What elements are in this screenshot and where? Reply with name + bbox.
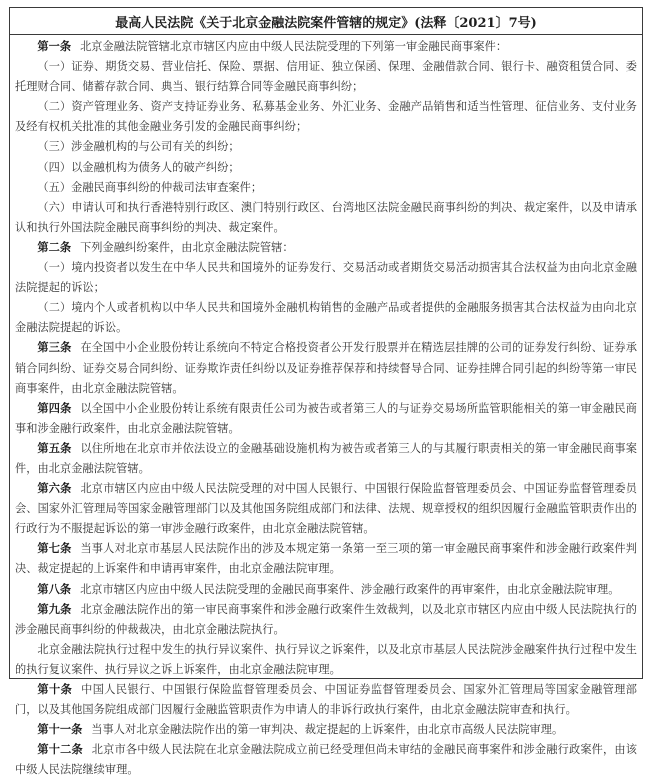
article-label: 第一条 [37,40,72,53]
article-text: 北京市辖区内应由中级人民法院受理的金融民商事案件、涉金融行政案件的再审案件，由北京金融法院审理。 [80,582,620,596]
article-text: 中国人民银行、中国银行保险监督管理委员会、中国证券监督管理委员会、国家外汇管理局等国家金融管理部门，以及其他国务院组成部门因履行金融监管职责作为申请人的非诉行政执行案件，由北京金融法院审查和执行。 [15,683,637,717]
article-text: 北京金融法院作出的第一审民商事案件和涉金融行政案件生效裁判，以及北京市辖区内应由中级人民法院执行的涉金融民商事纠纷的仲裁裁决，由北京金融法院执行。 [15,602,638,636]
item-text: （一）证券、期货交易、营业信托、保险、票据、信用证、独立保函、保理、金融借款合同、银行卡、融资租赁合同、委托理财合同、储蓄存款合同、典当、银行结算合同等金融民商事纠纷； [15,60,637,94]
document-body [10,35,642,780]
article-text: 以全国中小企业股份转让系统有限责任公司为被告或者第三人的与证券交易场所监管职能相关的第一审金融民商事和涉金融行政案件，由北京金融法院管辖。 [15,401,638,435]
article-label: 第五条 [37,441,72,455]
article-label: 第十条 [37,683,73,696]
article-text: 北京市各中级人民法院在北京金融法院成立前已经受理但尚未审结的金融民商事案件和涉金融行政案件，由该中级人民法院继续审理。 [15,743,638,777]
article-2 [15,238,637,258]
article-8 [15,580,637,600]
article-label: 第七条 [37,542,72,556]
article-4 [15,399,637,439]
article-label: 第三条 [37,341,72,355]
article-7 [15,539,637,579]
article-label: 第二条 [37,240,72,254]
article-text: 北京金融法院执行过程中发生的执行异议案件、执行异议之诉案件，以及北京市基层人民法院涉金融案件执行过程中发生的执行复议案件、执行异议之诉上诉案件，由北京金融法院审理。 [15,642,637,676]
article-text: 当事人对北京市基层人民法院作出的涉及本规定第一条第一至三项的第一审金融民商事案件和涉金融行政案件判决、裁定提起的上诉案件和申请再审案件，由北京金融法院审理。 [15,542,638,576]
article-text: 北京金融法院管辖北京市辖区内应由中级人民法院受理的下列第一审金融民商事案件： [80,40,508,53]
article-9-para-2 [15,640,637,680]
item-text: （一）境内投资者以发生在中华人民共和国境外的证券发行、交易活动或者期货交易活动损害其合法权益为由向北京金融法院提起的诉讼； [15,261,637,295]
document-title: 最高人民法院《关于北京金融法院案件管辖的规定》(法释〔2021〕7号) [115,15,537,31]
item-text: （二）境内个人或者机构以中华人民共和国境外金融机构销售的金融产品或者提供的金融服务损害其合法权益为由向北京金融法院提起的诉讼。 [15,301,637,335]
article-5 [15,439,637,479]
article-label: 第四条 [37,401,72,415]
article-label: 第九条 [37,602,72,616]
article-12 [15,740,637,780]
article-1-item-4 [15,158,637,178]
article-label: 第十一条 [37,723,83,737]
article-11 [15,720,637,740]
article-1-item-3 [15,137,637,157]
article-3 [15,338,637,398]
item-text: （五）金融民商事纠纷的仲裁司法审查案件； [37,180,263,194]
article-label: 第六条 [37,482,72,496]
item-text: （三）涉金融机构的与公司有关的纠纷； [37,140,240,154]
article-6 [15,479,637,539]
table-header [10,8,642,35]
article-1-item-5 [15,178,637,198]
article-text: 下列金融纠纷案件，由北京金融法院管辖： [80,240,294,254]
article-text: 北京市辖区内应由中级人民法院受理的对中国人民银行、中国银行保险监督管理委员会、中国证券监督管理委员会、国家外汇管理局等国家金融管理部门以及其他国务院组成部门和法律、法规、规章授权的组织因履行金融监管职责作出的行政行为不服提起诉讼的第一审涉金融行政案件，由北京金融法院管辖。 [15,482,638,536]
article-1-item-2 [15,97,637,137]
article-1-item-1 [15,57,637,97]
article-1-item-6 [15,198,637,238]
article-10 [15,680,637,720]
item-text: （四）以金融机构为债务人的破产纠纷； [37,160,240,174]
item-text: （六）申请认可和执行香港特别行政区、澳门特别行政区、台湾地区法院金融民商事纠纷的判决、裁定案件，以及申请承认和执行外国法院金融民商事纠纷的判决、裁定案件。 [15,200,637,234]
article-label: 第十二条 [37,743,83,757]
article-9 [15,600,637,640]
article-2-item-1 [15,258,637,298]
article-text: 在全国中小企业股份转让系统向不特定合格投资者公开发行股票并在精选层挂牌的公司的证券发行纠纷、证券承销合同纠纷、证券交易合同纠纷、证券欺诈责任纠纷以及证券推荐保荐和持续督导合同、证券挂牌合同引起的纠纷等第一审民商事案件，由北京金融法院管辖。 [15,341,638,395]
article-text: 当事人对北京金融法院作出的第一审判决、裁定提起的上诉案件，由北京市高级人民法院审理。 [91,723,564,737]
article-2-item-2 [15,298,637,338]
regulation-table [9,7,643,777]
article-text: 以住所地在北京市并依法设立的金融基础设施机构为被告或者第三人的与其履行职责相关的第一审金融民商事案件，由北京金融法院管辖。 [15,441,638,475]
article-1 [15,37,637,57]
article-label: 第八条 [37,582,72,596]
item-text: （二）资产管理业务、资产支持证券业务、私募基金业务、外汇业务、金融产品销售和适当性管理、征信业务、支付业务及经有权机关批准的其他金融业务引发的金融民商事纠纷； [15,100,637,134]
